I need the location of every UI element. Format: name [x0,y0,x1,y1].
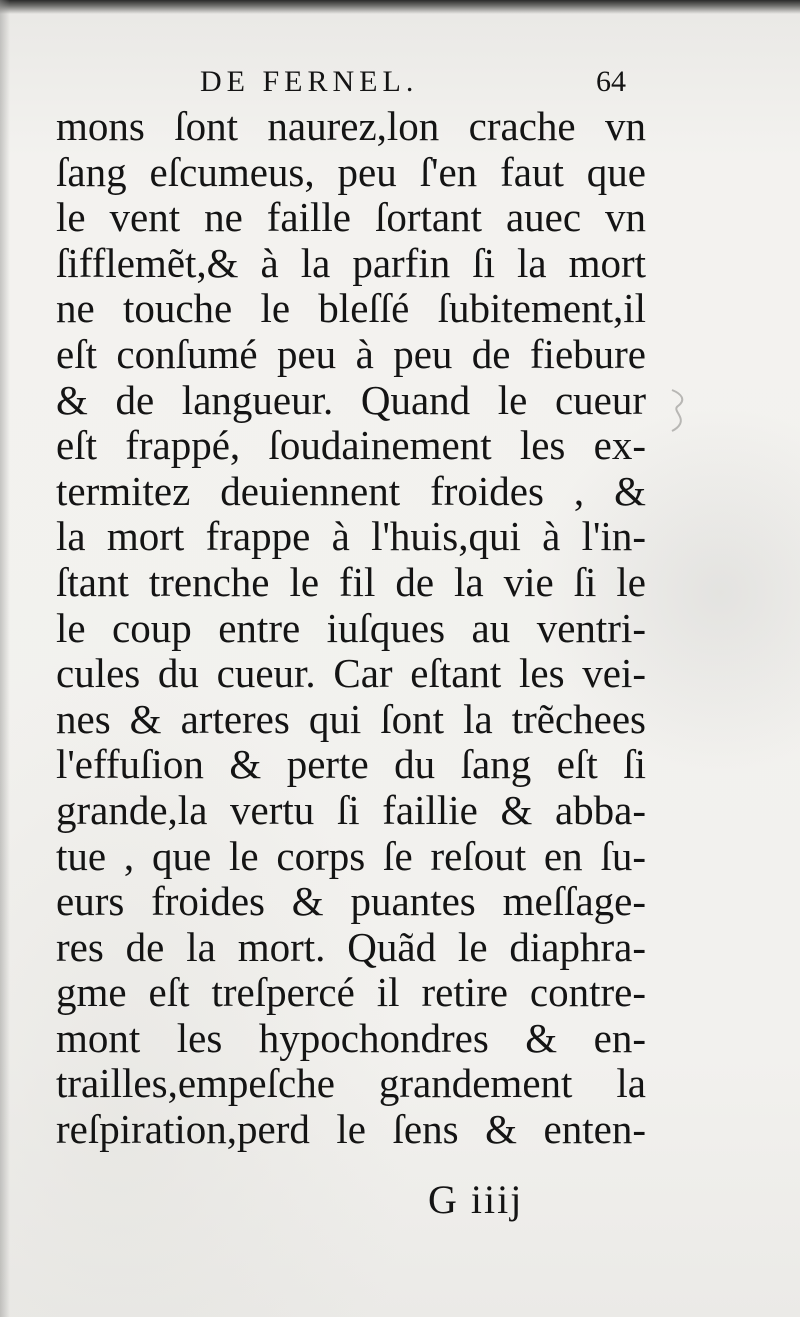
text-line: gme eſt treſpercé il retire contre- [56,969,646,1016]
ink-smudge [668,388,690,432]
text-line: le vent ne faille ſortant auec vn [56,194,646,241]
text-line: eurs froides & puantes meſſage- [56,878,646,925]
text-line: ſifflemẽt,& à la parfin ſi la mort [56,239,646,286]
text-line: nes & arteres qui ſont la trẽchees [56,695,646,742]
page-top-edge [0,0,800,14]
text-line: ſtant trenche le fil de la vie ſi le [56,558,646,605]
text-line: grande,la vertu ſi faillie & abba- [56,786,646,833]
page-left-shadow [0,0,10,1317]
text-line: mont les hypochondres & en- [56,1014,646,1061]
text-line: le coup entre iuſques au ventri- [56,604,646,651]
text-line: eſt conſumé peu à peu de fiebure [56,330,646,377]
text-line: trailles,empeſche grandement la [56,1060,646,1107]
text-line: & de langueur. Quand le cueur [56,376,646,423]
body-text [56,104,656,1153]
text-line: l'effuſion & perte du ſang eſt ſi [56,741,646,788]
text-line: reſpiration,perd le ſens & enten- [56,1106,646,1153]
text-line: ne touche le bleſſé ſubitement,il [56,285,646,332]
text-line: mons ſont naurez,lon crache vn [56,103,646,149]
running-title: DE FERNEL. [200,65,419,98]
signature-mark: G iiij [428,1177,524,1222]
text-line: la mort frappe à l'huis,qui à l'in- [56,513,646,560]
page-number: 64 [596,65,626,98]
text-line: tue , que le corps ſe reſout en ſu- [56,832,646,879]
text-line: cules du cueur. Car eſtant les vei- [56,650,646,697]
text-line: termitez deuiennent froides , & [56,467,646,514]
text-line: res de la mort. Quãd le diaphra- [56,923,646,970]
text-line: eſt frappé, ſoudainement les ex- [56,422,646,469]
page-header [0,62,800,102]
text-line: ſang eſcumeus, peu ſ'en faut que [56,148,646,195]
